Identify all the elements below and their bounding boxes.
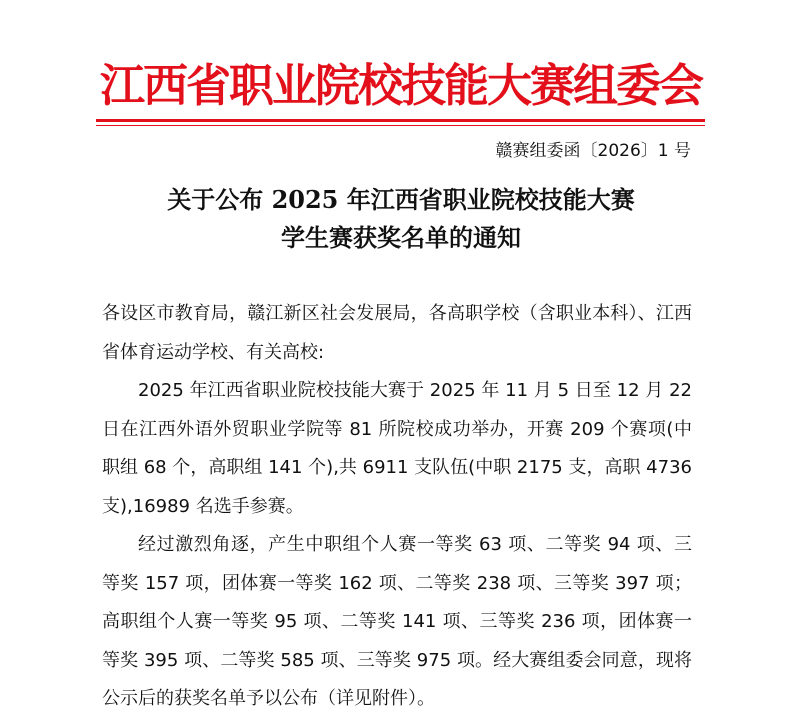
body-paragraph-2: 经过激烈角逐，产生中职组个人赛一等奖 63 项、二等奖 94 项、三等奖 157 项，团体赛一等奖 162 项、二等奖 238 项、三等奖 397 项；高职组个人赛一等奖 95 项、二等奖 141 项、三等奖 236 项，团体赛一等奖 395 项、二等奖 585 项、三等奖 975 项。经大赛组委会同意，现将公示后的获奖名单予以公布（详见附件）。 — [102, 534, 692, 709]
document-number: 赣赛组委函〔2026〕1 号 — [495, 141, 691, 161]
document-title-line-2: 学生赛获奖名单的通知 — [281, 223, 521, 252]
organization-header: 江西省职业院校技能大赛组委会 — [99, 59, 702, 112]
salutation: 各设区市教育局，赣江新区社会发展局，各高职学校（含职业本科）、江西省体育运动学校、有关高校: — [102, 303, 692, 363]
header-rule-thin — [96, 125, 705, 126]
document-body — [102, 295, 692, 719]
header-rule-thick — [96, 119, 705, 122]
body-paragraph-1: 2025 年江西省职业院校技能大赛于 2025 年 11 月 5 日至 12 月 22 日在江西外语外贸职业学院等 81 所院校成功举办，开赛 209 个赛项(中职组 68 个，高职组 141 个),共 6911 支队伍(中职 2175 支，高职 4736 支),16989 名选手参赛。 — [102, 380, 692, 517]
document-title-line-1: 关于公布 2025 年江西省职业院校技能大赛 — [167, 185, 635, 214]
